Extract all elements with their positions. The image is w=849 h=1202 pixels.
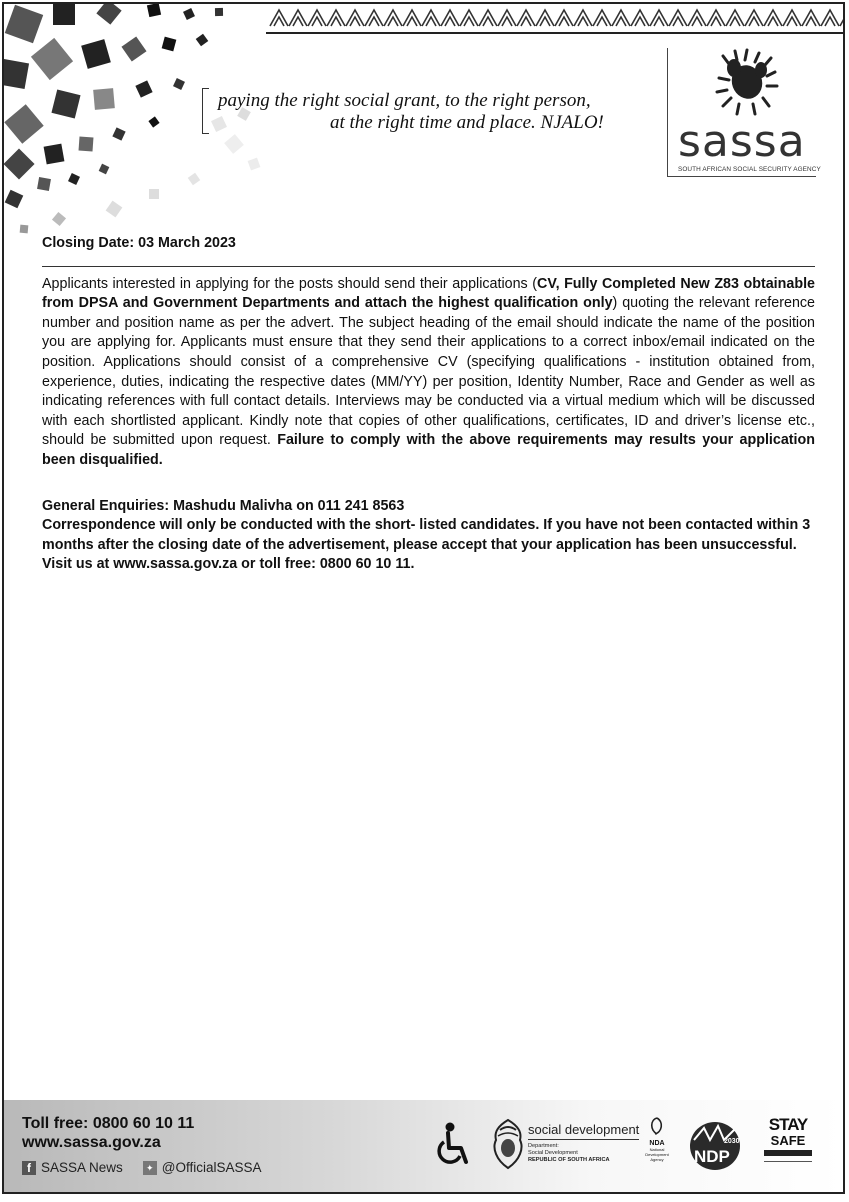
footer-social — [22, 1160, 262, 1175]
corner-mosaic-tile — [37, 177, 51, 191]
corner-mosaic-tile — [44, 144, 65, 165]
facebook-handle: SASSA News — [41, 1160, 123, 1175]
corner-mosaic-tile — [5, 5, 43, 43]
para-text-2: ) quoting the relevant reference number and position name as per the advert. The subject heading of the email should indicate the name of the position you are applying for. Applicants must ensure that they send their applications to a correct inbox/email indicated on the position. Applications should consist of a comprehensive CV (specifying qualifications - institution obtained from, experience, duties, indicating the respective dates (MM/YY) per position, Identity Number, Race and Gender as well as indicating references with full contact details. Interviews may be conducted via a virtual medium which will be discussed with each shortlisted applicant. Kindly note that copies of other qualifications, certificates, ID and driver’s license etc., should be submitted upon request. — [42, 295, 815, 449]
stay-safe-logo — [760, 1116, 816, 1176]
footer — [4, 1100, 843, 1192]
footer-website: www.sassa.gov.za — [22, 1134, 161, 1151]
corner-mosaic-tile — [4, 148, 35, 179]
corner-mosaic-tile — [53, 4, 75, 25]
decorative-pattern-band — [266, 4, 845, 34]
footer-tollfree: Toll free: 0800 60 10 11 — [22, 1115, 195, 1132]
corner-mosaic-tile — [31, 38, 73, 80]
corner-mosaic-tile — [135, 80, 152, 97]
facebook-icon: f — [22, 1161, 36, 1175]
ndp-2030-logo — [688, 1118, 742, 1174]
corner-mosaic-tile — [147, 4, 161, 17]
corner-mosaic-tile — [52, 212, 66, 226]
sd-dept: Department: — [528, 1143, 559, 1149]
wheelchair-accessibility-icon — [434, 1122, 474, 1168]
tagline-line-2: at the right time and place. NJALO! — [330, 112, 604, 133]
sassa-wordmark: sassa — [678, 116, 806, 167]
corner-mosaic-tile — [215, 8, 223, 16]
enquiries-block — [42, 497, 815, 575]
corner-mosaic-tile — [211, 116, 227, 132]
sassa-logo — [667, 48, 821, 177]
corner-mosaic-tile — [162, 37, 177, 52]
corner-mosaic-tile — [148, 116, 159, 127]
safe-text: SAFE — [770, 1133, 806, 1148]
footer-partner-logos — [426, 1114, 826, 1180]
corner-mosaic-tile — [248, 158, 261, 171]
visit-note: Visit us at www.sassa.gov.za or toll free: 0800 60 10 11. — [42, 556, 415, 573]
twitter-icon: ✦ — [143, 1161, 157, 1175]
footer-contact — [22, 1114, 194, 1153]
corner-mosaic-tile — [81, 39, 111, 69]
document-page — [2, 2, 845, 1194]
corner-mosaic-tile — [5, 190, 24, 209]
stay-text: STAY — [768, 1115, 808, 1134]
nda-logo — [644, 1116, 670, 1176]
sd-dept-name: Social Development — [528, 1150, 578, 1156]
stay-safe-rule — [764, 1158, 812, 1162]
corner-mosaic-tile — [93, 88, 115, 110]
coat-of-arms-icon — [488, 1118, 528, 1170]
corner-mosaic-tile — [106, 201, 123, 218]
nda-text: NDA — [649, 1140, 665, 1147]
sd-republic: REPUBLIC OF SOUTH AFRICA — [528, 1157, 610, 1163]
corner-mosaic-tile — [183, 8, 195, 20]
social-development-logo — [528, 1122, 639, 1164]
corner-mosaic-tile — [149, 189, 159, 199]
nda-subtext: National Development Agency — [645, 1147, 669, 1162]
ndp-text: NDP — [694, 1147, 730, 1166]
corner-mosaic-tile — [79, 137, 94, 152]
correspondence-note: Correspondence will only be conducted with the short- listed candidates. If you have not been contacted within 3 months after the closing date of the advertisement, please accept that your application has been unsuccessful. — [42, 517, 811, 553]
closing-date: Closing Date: 03 March 2023 — [42, 234, 815, 267]
corner-mosaic-tile — [4, 59, 29, 89]
corner-mosaic-tile — [112, 127, 125, 140]
nda-swirl-icon — [646, 1116, 668, 1138]
corner-mosaic-tile — [20, 225, 29, 234]
sassa-handprints-icon — [709, 48, 787, 120]
para-text-1: Applicants interested in applying for the posts should send their applications ( — [42, 275, 538, 292]
corner-mosaic-tile — [224, 134, 244, 154]
corner-mosaic-tile — [121, 36, 146, 61]
corner-mosaic-tile — [188, 173, 201, 186]
corner-mosaic-tile — [68, 173, 80, 185]
sd-title: social development — [528, 1122, 639, 1140]
application-instructions — [42, 275, 815, 471]
tagline-bracket — [202, 88, 209, 134]
ndp-year: 2030 — [724, 1138, 740, 1145]
corner-mosaic-tile — [196, 34, 209, 47]
para-bold-requirements: CV, Fully Completed New Z83 obtainable from DPSA and Government Departments and attach the highest qualification only — [42, 275, 815, 312]
para-bold-warning: Failure to comply with the above requirements may results your application been disqualified. — [42, 432, 815, 468]
corner-mosaic-tile — [96, 4, 121, 25]
document-body — [42, 234, 815, 575]
corner-mosaic-tile — [51, 89, 80, 118]
stay-safe-bar — [764, 1150, 812, 1156]
corner-mosaic-tile — [173, 78, 185, 90]
tagline-line-1: paying the right social grant, to the right person, — [218, 90, 591, 111]
general-enquiries: General Enquiries: Mashudu Malivha on 011 241 8563 — [42, 497, 405, 514]
sassa-subtitle: SOUTH AFRICAN SOCIAL SECURITY AGENCY — [678, 166, 821, 173]
corner-mosaic-tile — [99, 164, 110, 175]
twitter-handle: @OfficialSASSA — [161, 1160, 262, 1175]
corner-mosaic-tile — [4, 104, 43, 143]
